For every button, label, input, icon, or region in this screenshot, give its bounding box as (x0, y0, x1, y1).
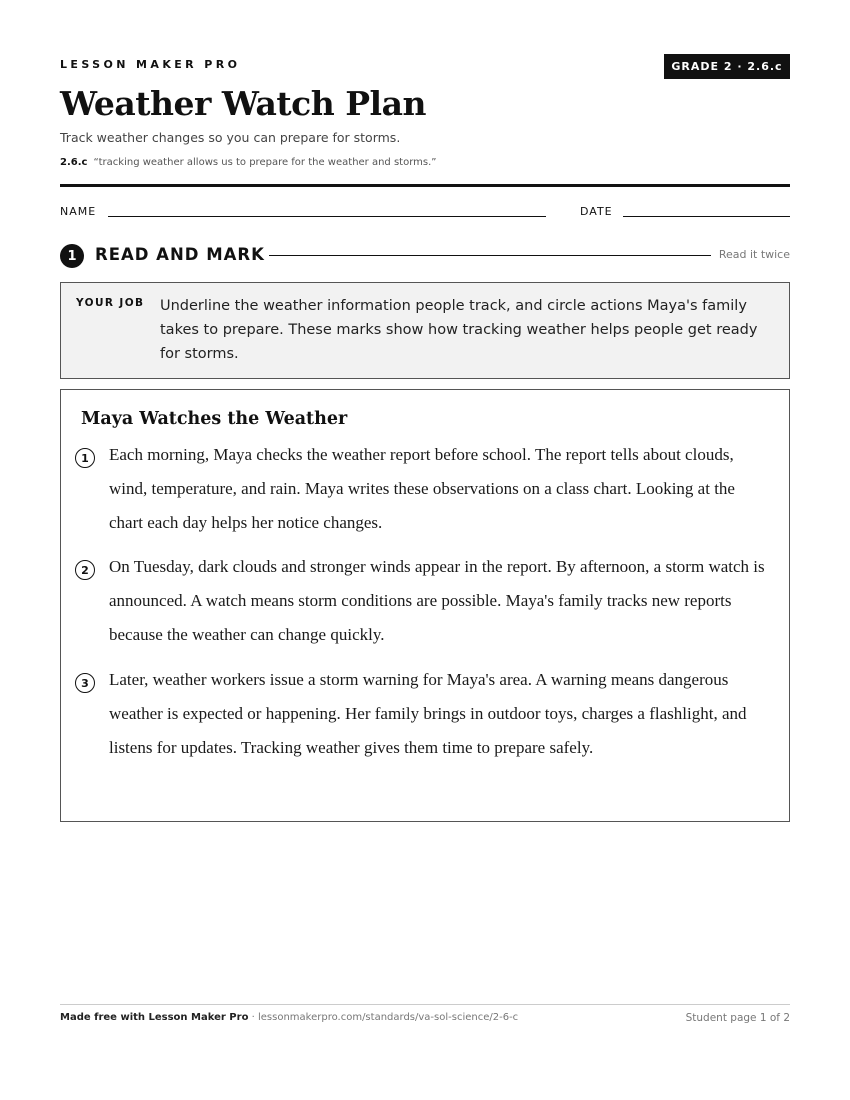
paragraph-number: 3 (75, 673, 95, 693)
header-divider (60, 184, 790, 187)
name-field[interactable] (108, 216, 546, 217)
story-title: Maya Watches the Weather (81, 409, 348, 429)
footer-url[interactable]: · lessonmakerpro.com/standards/va-sol-science/2-6-c (248, 1012, 519, 1023)
date-field[interactable] (623, 216, 790, 217)
page-title: Weather Watch Plan (60, 84, 426, 123)
standard-code: 2.6.c (60, 157, 88, 168)
paragraph-number: 1 (75, 448, 95, 468)
paragraph-text: On Tuesday, dark clouds and stronger winds appear in the report. By afternoon, a storm watch is announced. A watch means storm conditions are possible. Maya's family tracks new reports because the weather can change quickly. (109, 557, 765, 644)
footer-page-number: Student page 1 of 2 (685, 1012, 790, 1024)
story-box (60, 389, 790, 822)
date-label: DATE (580, 205, 613, 218)
page-subtitle: Track weather changes so you can prepare for storms. (60, 130, 401, 145)
footer-made-with: Made free with Lesson Maker Pro (60, 1012, 249, 1023)
worksheet-page (60, 0, 790, 1100)
paragraph-number: 2 (75, 560, 95, 580)
your-job-box (60, 282, 790, 379)
grade-badge: GRADE 2 · 2.6.c (664, 54, 790, 79)
section-title: READ AND MARK (95, 245, 265, 264)
your-job-label: YOUR JOB (76, 297, 145, 309)
paragraph-text: Later, weather workers issue a storm warning for Maya's area. A warning means dangerous weather is expected or happening. Her family brings in outdoor toys, charges a flashlight, and listens for updates. Tracking weather gives them time to prepare safely. (109, 670, 747, 757)
name-label: NAME (60, 205, 97, 218)
section-note: Read it twice (718, 248, 790, 261)
section-divider (269, 255, 711, 256)
section-number: 1 (60, 244, 84, 268)
brand-name: LESSON MAKER PRO (60, 58, 241, 71)
standard-text: “tracking weather allows us to prepare for the weather and storms.” (93, 157, 437, 168)
footer-credit (60, 1012, 518, 1023)
footer-divider (60, 1004, 790, 1005)
paragraph-text: Each morning, Maya checks the weather report before school. The report tells about clouds, wind, temperature, and rain. Maya writes these observations on a class chart. Looking at the chart each day helps her notice changes. (109, 445, 735, 532)
standard-line (60, 157, 436, 168)
your-job-text: Underline the weather information people track, and circle actions Maya's family takes to prepare. These marks show how tracking weather helps people get ready for storms. (160, 298, 758, 362)
